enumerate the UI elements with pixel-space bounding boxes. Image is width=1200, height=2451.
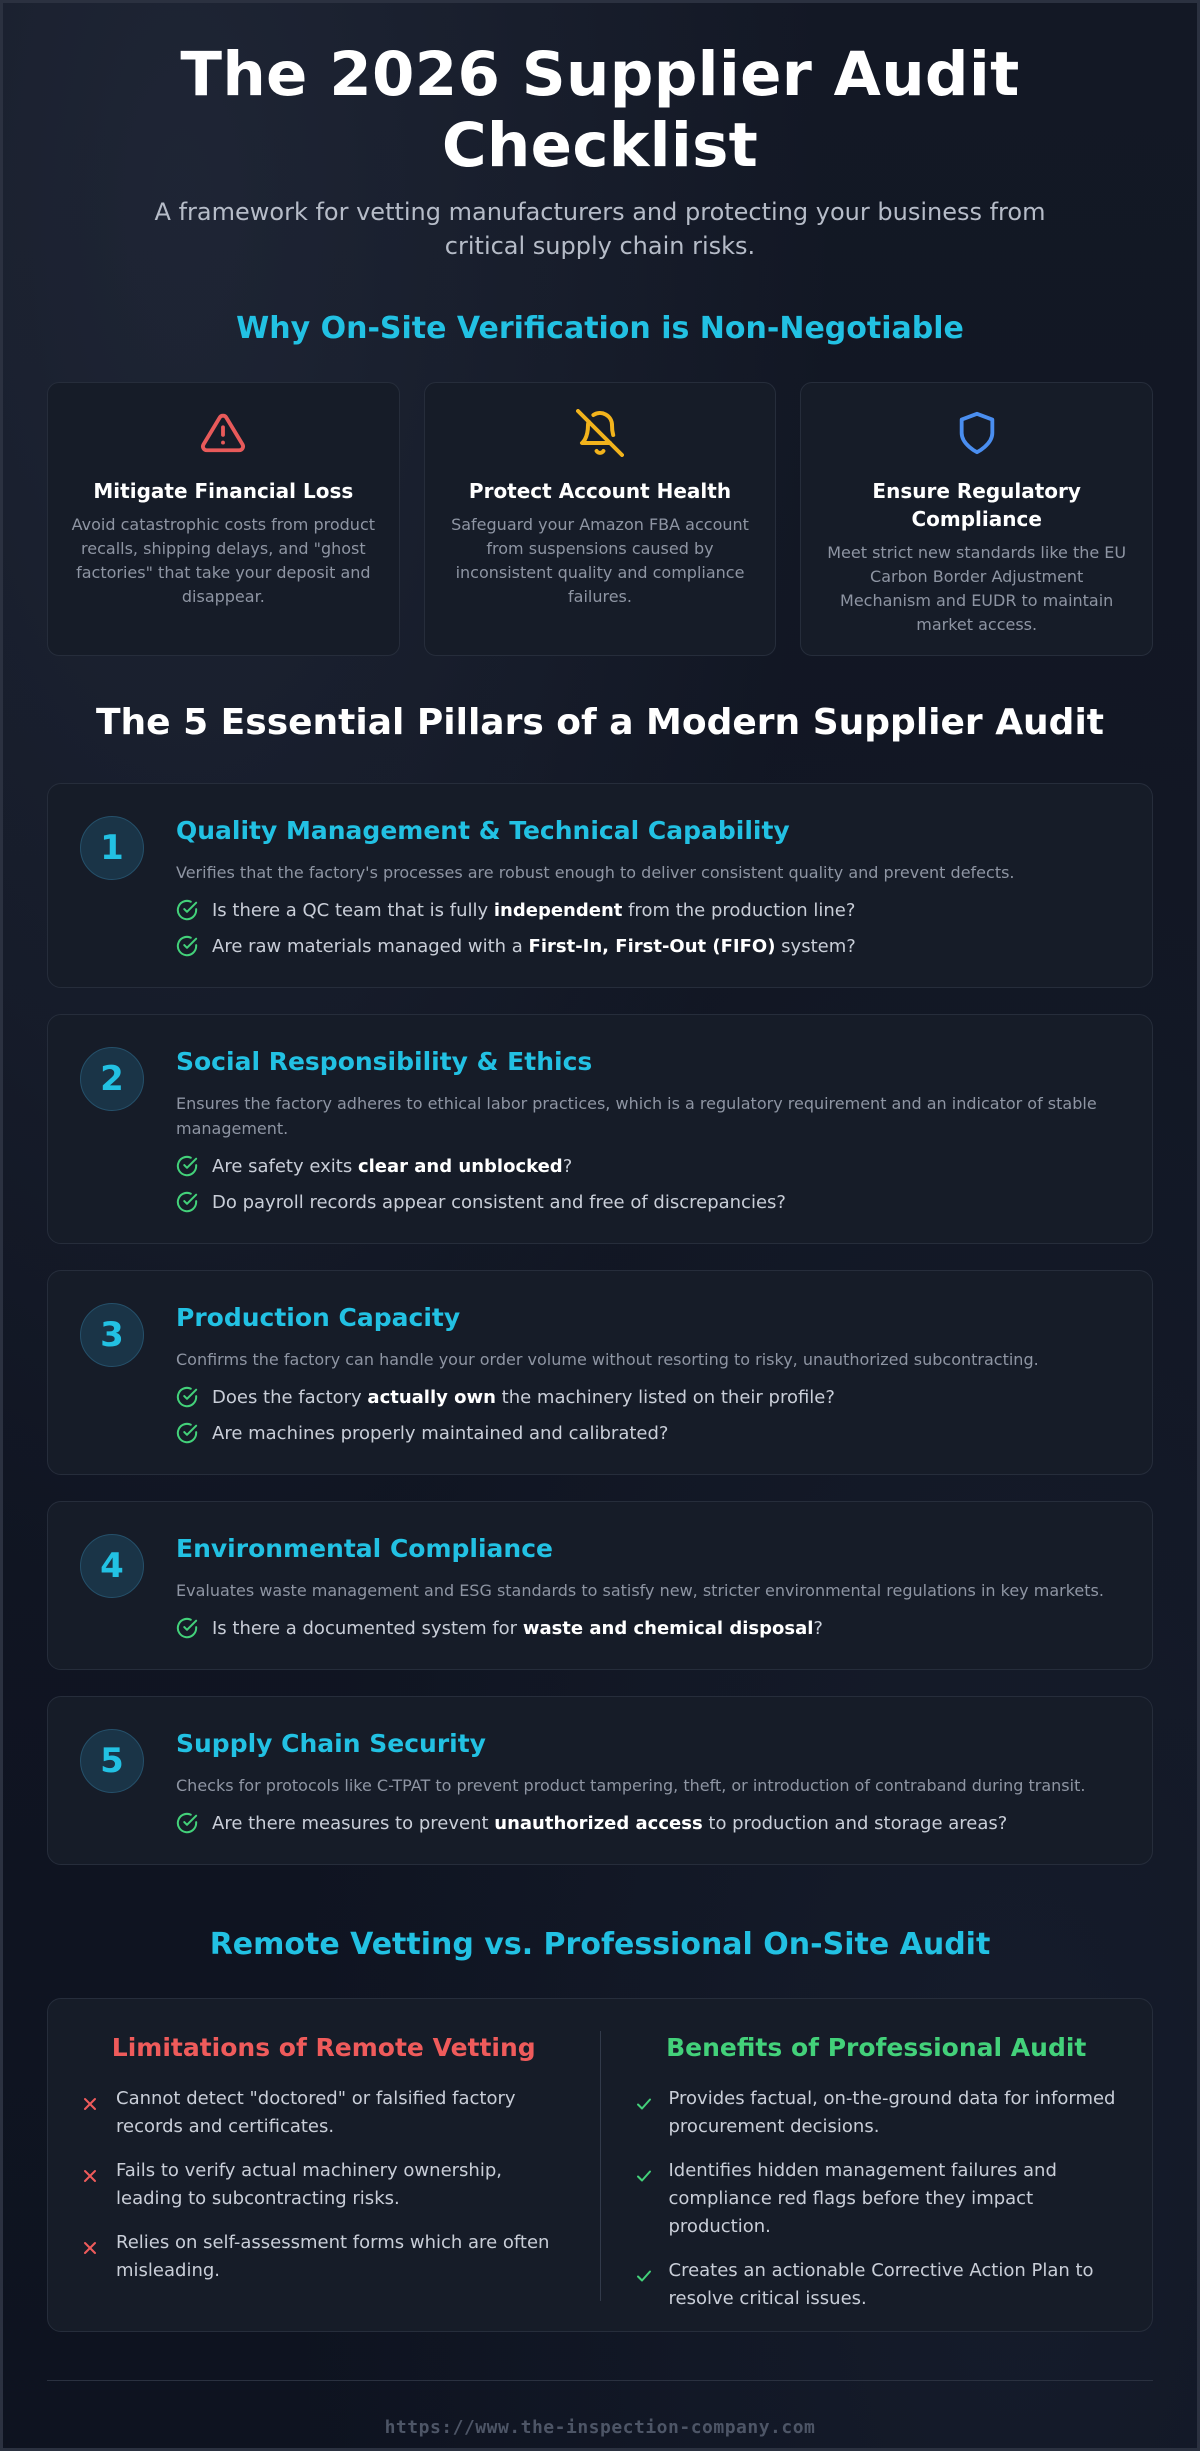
- pillar-title: Supply Chain Security: [176, 1729, 486, 1758]
- checklist-text-emphasis: unauthorized access: [494, 1812, 703, 1834]
- checklist-text-emphasis: actually own: [367, 1386, 496, 1408]
- checklist-text-part: Are raw materials managed with a: [212, 935, 529, 957]
- check-circle-icon: [176, 1617, 198, 1639]
- checklist-text-emphasis: waste and chemical disposal: [522, 1617, 814, 1639]
- footer-url: https://www.the-inspection-company.com: [384, 2417, 816, 2438]
- checklist-text-part: Is there a documented system for: [212, 1617, 523, 1639]
- page-subtitle: A framework for vetting manufacturers and protecting your business from critical supply chain risks.: [154, 198, 1046, 260]
- checklist-text: [212, 1423, 668, 1444]
- why-card-account-health: [424, 382, 777, 656]
- comparison-item-text: Identifies hidden management failures and compliance red flags before they impact production.: [668, 2160, 1057, 2237]
- why-card-regulatory-compliance: [800, 382, 1153, 656]
- why-card-title: Ensure Regulatory Compliance: [872, 479, 1081, 531]
- pillar-card: [47, 1696, 1153, 1865]
- pillar-number-badge: 5: [80, 1729, 144, 1793]
- why-card-title: Protect Account Health: [468, 479, 732, 503]
- checklist-text-part: system?: [775, 935, 856, 957]
- shield-icon: [823, 407, 1130, 459]
- why-card-text: Meet strict new standards like the EU Carbon Border Adjustment Mechanism and EUDR to maintain market access.: [827, 543, 1127, 634]
- checklist-text-part: ?: [813, 1617, 823, 1639]
- pillars-section-title: The 5 Essential Pillars of a Modern Supplier Audit: [95, 702, 1105, 743]
- pillar-number-badge: 3: [80, 1303, 144, 1367]
- checklist-text-emphasis: independent: [493, 899, 623, 921]
- pillar-card: [47, 1501, 1153, 1670]
- limitations-title: Limitations of Remote Vetting: [111, 2033, 536, 2062]
- why-section-title: Why On-Site Verification is Non-Negotiable: [236, 311, 964, 346]
- checklist-text-part: from the production line?: [622, 899, 856, 921]
- why-cards: [47, 382, 1153, 656]
- checklist-text: [212, 936, 856, 957]
- checklist-text: [212, 1813, 1007, 1834]
- pillar-title: Social Responsibility & Ethics: [176, 1047, 593, 1076]
- pillar-number-badge: 2: [80, 1047, 144, 1111]
- pillar-description: Checks for protocols like C-TPAT to prevent product tampering, theft, or introduction of contraband during transit.: [176, 1776, 1086, 1795]
- check-circle-icon: [176, 1191, 198, 1213]
- benefits-title: Benefits of Professional Audit: [666, 2033, 1087, 2062]
- checklist-text-part: Are safety exits: [212, 1155, 358, 1177]
- cross-icon: [82, 2237, 100, 2285]
- checklist-item: [176, 1422, 1122, 1444]
- checklist-text-part: Are there measures to prevent: [212, 1812, 495, 1834]
- pillar-title: Quality Management & Technical Capability: [176, 816, 790, 845]
- pillar-title: Environmental Compliance: [176, 1534, 553, 1563]
- pillar-card: [47, 1270, 1153, 1475]
- checklist-text-part: Is there a QC team that is fully: [212, 899, 494, 921]
- why-card-text: Safeguard your Amazon FBA account from suspensions caused by inconsistent quality and compliance failures.: [451, 515, 749, 606]
- checkmark-icon: [635, 2265, 653, 2313]
- pillars-list: [47, 783, 1153, 1865]
- cross-icon: [82, 2093, 100, 2141]
- check-circle-icon: [176, 935, 198, 957]
- checklist-text: [212, 1156, 572, 1177]
- checklist-item: [176, 1617, 1122, 1639]
- checklist-text: [212, 1387, 835, 1408]
- comparison-item: [635, 2085, 1119, 2141]
- checklist-text-part: ?: [562, 1155, 573, 1177]
- comparison-item-text: Fails to verify actual machinery ownership, leading to subcontracting risks.: [116, 2160, 502, 2209]
- checklist-text-part: the machinery listed on their profile?: [495, 1386, 835, 1408]
- cross-icon: [82, 2165, 100, 2213]
- pillar-description: Ensures the factory adheres to ethical labor practices, which is a regulatory requirement and an indicator of stable management.: [176, 1094, 1097, 1138]
- bell-off-icon: [447, 407, 754, 459]
- checklist-text-emphasis: clear and unblocked: [357, 1155, 563, 1177]
- checklist-text: [212, 900, 855, 921]
- comparison-item: [82, 2157, 566, 2213]
- comparison-item: [82, 2229, 566, 2285]
- checkmark-icon: [635, 2165, 653, 2241]
- why-card-title: Mitigate Financial Loss: [93, 479, 354, 503]
- why-card-financial-loss: [47, 382, 400, 656]
- check-circle-icon: [176, 1812, 198, 1834]
- comparison-panel: [47, 1998, 1153, 2332]
- benefits-column: [601, 2031, 1153, 2309]
- comparison-item-text: Provides factual, on-the-ground data for informed procurement decisions.: [668, 2088, 1116, 2137]
- why-card-text: Avoid catastrophic costs from product recalls, shipping delays, and "ghost factories" that take your deposit and disappear.: [71, 515, 376, 606]
- comparison-item: [82, 2085, 566, 2141]
- comparison-item: [635, 2157, 1119, 2241]
- check-circle-icon: [176, 899, 198, 921]
- pillar-title: Production Capacity: [176, 1303, 461, 1332]
- pillar-description: Verifies that the factory's processes are robust enough to deliver consistent quality and prevent defects.: [176, 863, 1015, 882]
- page-title: The 2026 Supplier Audit Checklist: [180, 39, 1020, 181]
- pillar-card: [47, 1014, 1153, 1244]
- checklist-text-part: to production and storage areas?: [702, 1812, 1008, 1834]
- checklist-item: [176, 1155, 1122, 1177]
- checklist-text: [212, 1618, 823, 1639]
- checklist-text-part: Does the factory: [212, 1386, 368, 1408]
- check-circle-icon: [176, 1386, 198, 1408]
- pillar-number-badge: 1: [80, 816, 144, 880]
- checklist-item: [176, 1812, 1122, 1834]
- checklist-text-part: Do payroll records appear consistent and free of discrepancies?: [212, 1191, 786, 1213]
- warning-triangle-icon: [70, 407, 377, 459]
- checklist-item: [176, 1191, 1122, 1213]
- limitations-column: [48, 2031, 600, 2301]
- comparison-item-text: Relies on self-assessment forms which are often misleading.: [116, 2232, 550, 2281]
- check-circle-icon: [176, 1422, 198, 1444]
- comparison-item-text: Cannot detect "doctored" or falsified factory records and certificates.: [116, 2088, 516, 2137]
- comparison-item: [635, 2257, 1119, 2313]
- checklist-item: [176, 935, 1122, 957]
- checklist-text-emphasis: First-In, First-Out (FIFO): [528, 935, 776, 957]
- pillar-number-badge: 4: [80, 1534, 144, 1598]
- check-circle-icon: [176, 1155, 198, 1177]
- checklist-item: [176, 899, 1122, 921]
- compare-section-title: Remote Vetting vs. Professional On-Site Audit: [209, 1927, 991, 1962]
- checklist-item: [176, 1386, 1122, 1408]
- pillar-description: Confirms the factory can handle your order volume without resorting to risky, unauthorized subcontracting.: [176, 1350, 1039, 1369]
- pillar-card: [47, 783, 1153, 988]
- footer-divider: [47, 2380, 1153, 2381]
- checklist-text: [212, 1192, 786, 1213]
- checklist-text-part: Are machines properly maintained and calibrated?: [212, 1422, 669, 1444]
- pillar-description: Evaluates waste management and ESG standards to satisfy new, stricter environmental regulations in key markets.: [176, 1581, 1104, 1600]
- checkmark-icon: [635, 2093, 653, 2141]
- comparison-item-text: Creates an actionable Corrective Action Plan to resolve critical issues.: [668, 2260, 1094, 2309]
